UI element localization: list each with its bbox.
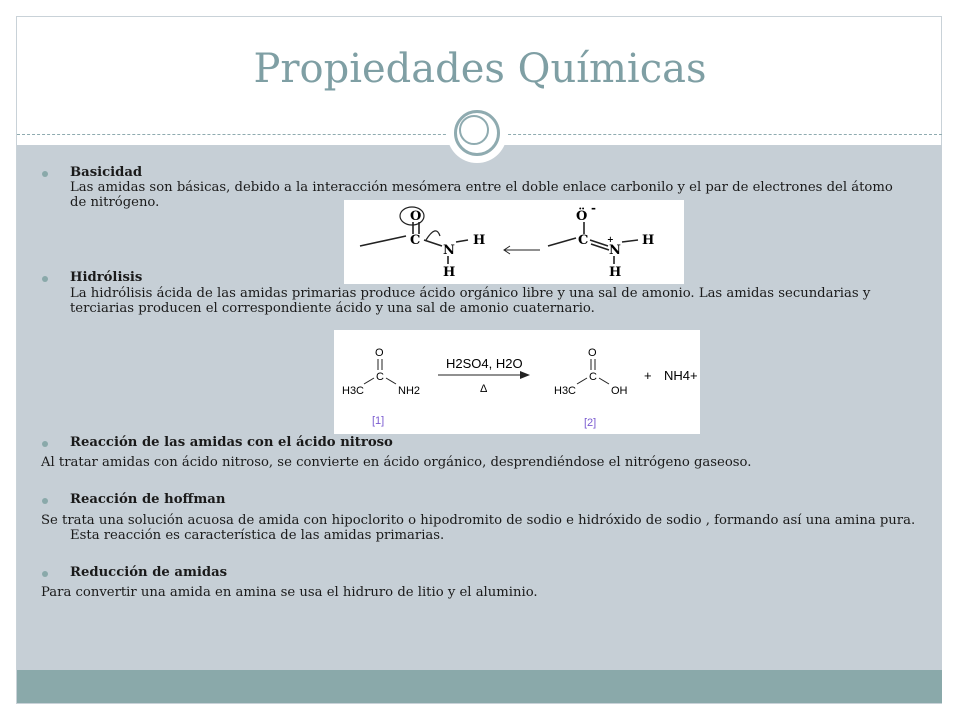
resonance-oxygen-right: Ö [576,209,588,224]
reactant-amine: NH2 [398,385,421,397]
resonance-structure-figure [344,200,684,284]
bullet-icon [42,276,48,282]
bullet-icon [42,171,48,177]
resonance-carbon-right: C [578,233,589,248]
label-1: [1] [372,415,385,427]
product-oxygen: O [588,347,597,359]
ring-inner [459,115,489,145]
ring-ornament-icon [447,103,507,163]
section-heading-hidrolisis: Hidrólisis [70,270,143,285]
section-heading-acido-nitroso: Reacción de las amidas con el ácido nitroso [70,435,393,450]
reactant-carbon: C [376,371,384,383]
section-heading-basicidad: Basicidad [70,165,143,180]
resonance-hydrogen-bottom-left: H [443,265,456,280]
section-body-hidrolisis: La hidrólisis ácida de las amidas primarias produce ácido orgánico libre y una sal de amonio. Las amidas secundarias y terciarias producen el correspondiente ácido y una sal de amonio cuaternario. [70,286,871,316]
resonance-structure-svg [344,200,684,284]
bullet-icon [42,441,48,447]
resonance-carbon-left: C [410,233,421,248]
hydrolysis-reaction-figure [334,330,700,434]
resonance-oxygen-left: O [410,209,422,224]
reaction-condition: Δ [480,383,488,395]
resonance-plus-sign: + [607,234,614,244]
bullet-icon [42,498,48,504]
resonance-minus-sign: - [591,201,596,215]
resonance-hydrogen-right-right: H [642,233,655,248]
resonance-nitrogen-left: N [443,243,455,258]
section-body-basicidad: Las amidas son básicas, debido a la interacción mesómera entre el doble enlace carbonilo y el par de electrones del átomo de nitrógeno. [70,180,893,210]
product-carbon: C [589,371,597,383]
footer-bar [17,670,942,703]
section-body-reduccion: Para convertir una amida en amina se usa el hidruro de litio y el aluminio. [41,585,538,600]
ammonium-ion: NH4+ [664,368,698,383]
resonance-hydrogen-right-left: H [473,233,486,248]
reactant-oxygen: O [375,347,384,359]
reaction-plus: + [644,368,652,383]
product-hydroxyl: OH [611,385,628,397]
section-body-hoffman: Se trata una solución acuosa de amida con hipoclorito o hipodromito de sodio e hidróxido de sodio , formando así una amina pura. Esta reacción es característica de las amidas primarias. [41,513,916,543]
section-body-acido-nitroso: Al tratar amidas con ácido nitroso, se convierte en ácido orgánico, desprendiéndose el nitrógeno gaseoso. [41,455,752,470]
hydrolysis-reaction-svg [334,330,700,434]
label-2: [2] [584,417,597,429]
reaction-reagent: H2SO4, H2O [446,356,523,371]
section-heading-hoffman: Reacción de hoffman [70,492,226,507]
product-methyl: H3C [554,385,577,397]
section-heading-reduccion: Reducción de amidas [70,565,228,580]
resonance-hydrogen-bottom-right: H [609,265,622,280]
resonance-nitrogen-right: N [609,243,621,258]
bullet-icon [42,571,48,577]
reactant-methyl: H3C [342,385,365,397]
slide-title: Propiedades Químicas [253,46,707,92]
